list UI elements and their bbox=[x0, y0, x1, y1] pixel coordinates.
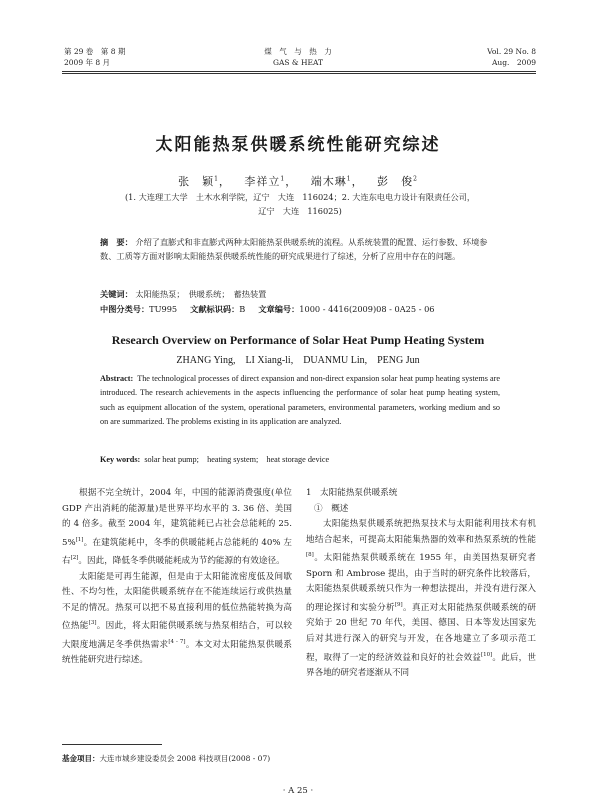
journal-name-en: GAS & HEAT bbox=[272, 58, 323, 67]
affiliation-marker: 2 bbox=[413, 175, 418, 183]
doc-code-value: B bbox=[239, 304, 246, 314]
section-heading: 1 太阳能热泵供暖系统 bbox=[306, 488, 398, 498]
body-paragraph bbox=[62, 570, 292, 669]
body-left-column bbox=[62, 486, 292, 669]
clc-label: 中图分类号： bbox=[100, 304, 150, 314]
journal-volume: 第 29 卷 第 8 期 bbox=[64, 47, 126, 56]
body-paragraph bbox=[62, 486, 292, 570]
paper-title-en: Research Overview on Performance of Solar Heat Pump Heating System bbox=[111, 333, 485, 347]
article-no-label: 文章编号： bbox=[258, 304, 300, 314]
text-run: 太阳能是可再生能源，但是由于太阳能流密度低及间歇性、不均匀性，太阳能供暖系统存在不能连续运行或供热量不足的情况。热泵可以把不易直接利用的低位热能转换为高位热能 bbox=[62, 571, 292, 632]
body-paragraph bbox=[306, 517, 536, 682]
text-run: 。因此，将太阳能供暖系统与热泵相结合，可以较大限度地满足冬季供热需求 bbox=[62, 621, 292, 650]
clc-value: TU995 bbox=[149, 304, 178, 314]
text-run: 太阳能热泵供暖系统把热泵技术与太阳能利用技术有机地结合起来，可提高太阳能集热器的效率和热泵系统的性能 bbox=[306, 519, 536, 545]
doc-code-label: 文献标识码： bbox=[190, 304, 240, 314]
journal-volume-en: Vol. 29 No. 8 bbox=[487, 47, 536, 56]
text-run: 根据不完全统计，2004 年，中国的能源消费强度(单位 GDP 产出消耗的能源量)是世界平均水平的 3. 36 倍、美国的 4 倍多。截至 2004 年，建筑能耗已占社会总能耗的 25. 5% bbox=[62, 488, 292, 548]
citation-ref: [10] bbox=[480, 651, 493, 658]
keywords-text-cn: 太阳能热泵； 供暖系统； 蓄热装置 bbox=[135, 289, 267, 299]
abstract-en bbox=[100, 372, 500, 430]
running-header-right bbox=[487, 46, 536, 68]
affiliation-marker: 1 bbox=[214, 175, 219, 183]
citation-ref: [1] bbox=[75, 536, 84, 543]
abstract-text-cn: 介绍了直膨式和非直膨式两种太阳能热泵供暖系统的流程。从系统装置的配置、运行参数、环境参数、工质等方面对影响太阳能热泵供暖系统性能的研究成果进行了综述，分析了应用中存在的问题。 bbox=[100, 237, 488, 261]
text-run: 。真正对太阳能热泵供暖系统的研究始于 20 世纪 70 年代，美国、德国、日本等发达国家先后对其进行深入的研究与开发，在各地建立了多项示范工程，取得了一定的经济效益和良好的社会效益 bbox=[306, 602, 536, 663]
footnote-label: 基金项目： bbox=[62, 754, 100, 763]
affiliation-marker: 1 bbox=[346, 175, 352, 183]
abstract-label-cn: 摘 要： bbox=[100, 237, 133, 247]
author-list-en: ZHANG Ying, LI Xiang-li, DUANMU Lin, PENG Jun bbox=[176, 355, 420, 366]
keywords-label-cn: 关键词： bbox=[100, 289, 133, 299]
page-number: · A 25 · bbox=[282, 786, 314, 796]
abstract-cn bbox=[100, 236, 500, 263]
affiliation-line: (1. 大连理工大学 土木水利学院，辽宁 大连 116024；2. 大连东电电力设计有限责任公司， bbox=[124, 192, 476, 202]
keywords-text-en: solar heat pump; heating system; heat storage device bbox=[144, 455, 330, 464]
subsection-heading: ① 概述 bbox=[314, 503, 349, 514]
affiliation-cn bbox=[60, 190, 540, 218]
footnote-rule bbox=[62, 744, 162, 745]
body-right-column bbox=[306, 486, 536, 682]
keywords-cn bbox=[100, 288, 500, 302]
journal-date: 2009 年 8 月 bbox=[64, 58, 111, 67]
paper-title-cn: 太阳能热泵供暖系统性能研究综述 bbox=[155, 135, 441, 155]
affiliation-marker: 1 bbox=[280, 175, 286, 183]
keywords-label-en: Key words: bbox=[100, 455, 141, 464]
author-name: 张 颖 bbox=[178, 175, 215, 188]
citation-ref: [3] bbox=[88, 620, 97, 627]
journal-name-cn: 煤 气 与 热 力 bbox=[264, 47, 332, 56]
keywords-en bbox=[100, 453, 500, 467]
citation-ref: [4 - 7] bbox=[168, 638, 186, 645]
author-name: 彭 俊 bbox=[377, 175, 414, 188]
classification-line bbox=[100, 303, 500, 317]
text-run: 。此后，世界各地的研究者逐渐从不同 bbox=[306, 652, 536, 679]
citation-ref: [9] bbox=[394, 602, 403, 609]
author-list-cn: 张 颖$^1$， 李祥立$^1$， 端木琳$^1$， 彭 俊$^2$ bbox=[178, 175, 418, 188]
article-no-value: 1000 - 4416(2009)08 - 0A25 - 06 bbox=[299, 304, 435, 314]
text-run: 。因此，降低冬季供暖能耗成为节约能源的有效途径。 bbox=[78, 556, 285, 567]
text-run: 。在建筑能耗中，冬季的供暖能耗占总能耗的 40% 左右 bbox=[62, 537, 292, 567]
abstract-text-en: The technological processes of direct expansion and non-direct expansion solar heat pump heating systems are introduced. The research achievements in the aspects influencing the performance of solar heat pump heating system, such as equipment allocation of the system, operational parameters, environmental parameters, working medium and so on are summarized. The problems existing in its application are analyzed. bbox=[100, 374, 500, 427]
journal-date-en: Aug. 2009 bbox=[491, 58, 536, 67]
header-rule bbox=[62, 71, 536, 72]
citation-ref: [2] bbox=[70, 555, 79, 562]
funding-footnote bbox=[62, 753, 270, 764]
footnote-text: 大连市城乡建设委员会 2008 科技项目(2008 - 07) bbox=[99, 754, 271, 763]
text-run: 。太阳能热泵供暖系统在 1955 年，由美国热泵研究者 Sporn 和 Ambrose 提出，由于当时的研究条件比较落后，太阳能热泵供暖系统只作为一种想法提出，并没有进行深入的理论探讨和实验分析 bbox=[306, 553, 536, 613]
author-name: 李祥立 bbox=[244, 175, 281, 188]
author-name: 端木琳 bbox=[310, 175, 347, 188]
header-rule-thin bbox=[62, 73, 536, 74]
citation-ref: [8] bbox=[306, 552, 314, 559]
text-run: 。本文对太阳能热泵供暖系统性能研究进行综述。 bbox=[62, 639, 292, 666]
abstract-label-en: Abstract: bbox=[100, 374, 134, 383]
affiliation-line: 辽宁 大连 116025) bbox=[258, 206, 342, 216]
